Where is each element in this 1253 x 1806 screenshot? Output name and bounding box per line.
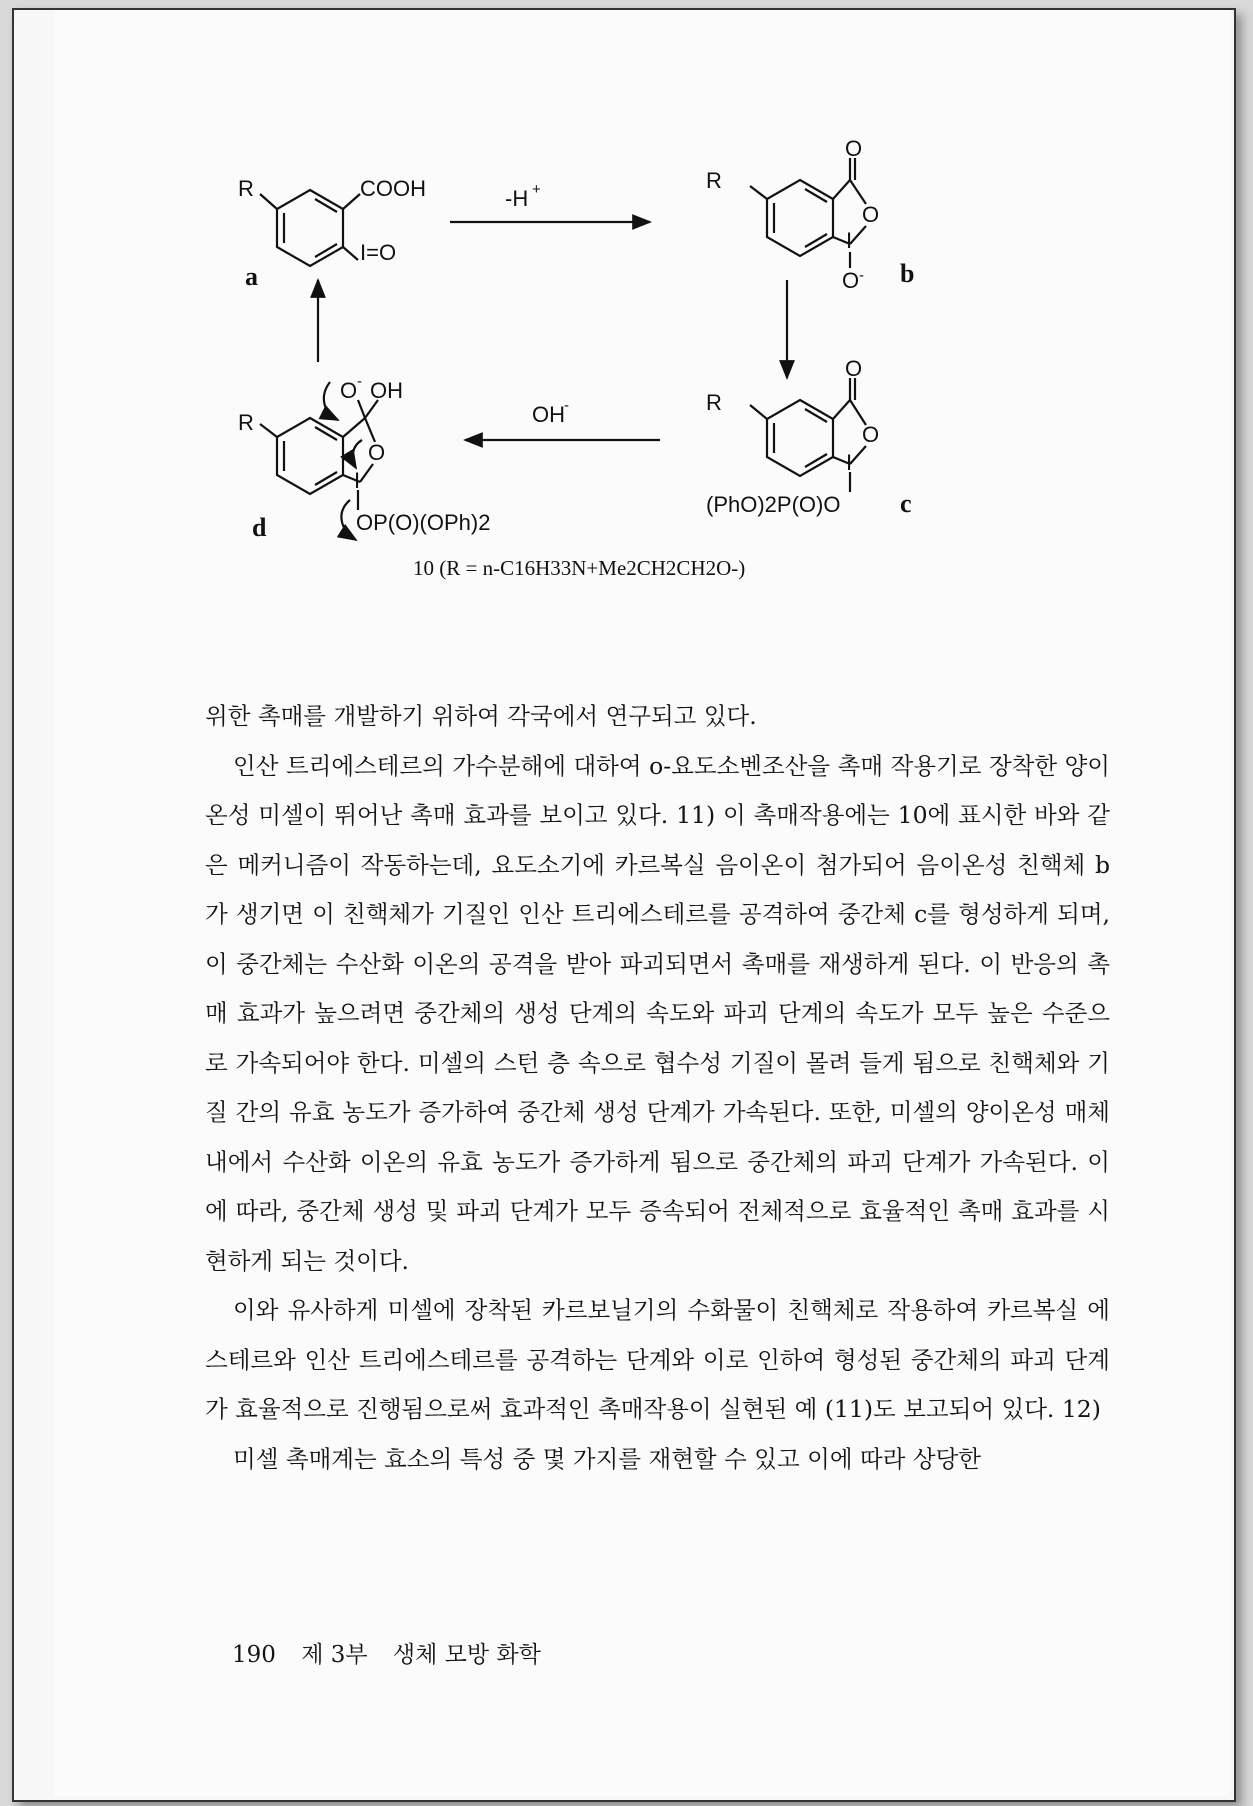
b-ring-o: O	[862, 202, 880, 227]
c-r-group: R	[706, 390, 722, 415]
b-iodine: I	[846, 228, 853, 253]
a-r-group: R	[238, 176, 254, 201]
d-iodine: I	[354, 468, 361, 493]
c-iodine: I	[846, 450, 853, 475]
minus-h-plus-sup: +	[532, 181, 541, 198]
d-r-group: R	[238, 410, 254, 435]
c-carbonyl-o: O	[845, 356, 863, 381]
oh-minus-label: OH	[532, 402, 565, 427]
reaction-scheme	[160, 120, 1140, 690]
c-ring-o: O	[862, 422, 880, 447]
paragraph-4: 미셀 촉매계는 효소의 특성 중 몇 가지를 재현할 수 있고 이에 따라 상당한	[233, 1444, 981, 1473]
b-carbonyl-o: O	[845, 136, 863, 161]
d-ring-o: O	[368, 440, 386, 465]
label-b: b	[900, 259, 915, 288]
paragraph-1: 위한 촉매를 개발하기 위하여 각국에서 연구되고 있다.	[205, 702, 757, 730]
paragraph-2: 인산 트리에스테르의 가수분해에 대하여 o-요도소벤조산을 촉매 작용기로 장착한 양이온성 미셀이 뛰어난 촉매 효과를 보이고 있다. 11) 이 촉매작용에는 10에 표시한 바와 같은 메커니즘이 작동하는데, 요도소기에 카르복실 음이온이 첨가되어 음이온성 친핵체 b가 생기면 이 친핵체가 기질인 인산 트리에스테르를 공격하여 중간체 c를 형성하게 되며, 이 중간체는 수산화 이온의 공격을 받아 파괴되면서 촉매를 재생하게 된다. 이 반응의 촉매 효과가 높으려면 중간체의 생성 단계의 속도와 파괴 단계의 속도가 모두 높은 수준으로 가속되어야 한다. 미셀의 스턴 층 속으로 협수성 기질이 몰려 들게 됨으로 친핵체와 기질 간의 유효 농도가 증가하여 중간체 생성 단계가 가속된다. 또한, 미셀의 양이온성 매체내에서 수산화 이온의 유효 농도가 증가하게 됨으로 중간체의 파괴 단계가 가속된다. 이에 따라, 중간체 생성 및 파괴 단계가 모두 증속되어 전체적으로 효율적인 촉매 효과를 시현하게 되는 것이다.	[205, 751, 1110, 1275]
page-number: 190	[232, 1642, 276, 1668]
reaction-scheme-svg	[160, 120, 1140, 690]
a-iodosyl: I=O	[360, 240, 397, 265]
b-r-group: R	[706, 168, 722, 193]
b-o-minus: O	[842, 268, 860, 293]
minus-h-label: -H	[505, 186, 529, 211]
c-phosphate: (PhO)2P(O)O	[706, 492, 841, 517]
label-a: a	[245, 262, 258, 291]
scheme-caption: 10 (R = n-C16H33N+Me2CH2CH2O-)	[413, 556, 746, 580]
chapter-title: 생체 모방 화학	[392, 1642, 541, 1668]
d-oh: OH	[370, 378, 403, 403]
page-footer	[232, 1636, 559, 1669]
d-o-minus: O	[340, 378, 358, 403]
label-d: d	[252, 513, 267, 542]
b-minus-sup: -	[859, 267, 864, 284]
a-cooh: COOH	[360, 176, 426, 201]
body-text	[205, 692, 1110, 1484]
oh-minus-sup: -	[564, 397, 569, 414]
label-c: c	[900, 489, 912, 518]
d-minus-sup: -	[357, 373, 362, 390]
part-label: 제 3부	[301, 1642, 368, 1668]
d-phosphate: OP(O)(OPh)2	[356, 510, 491, 535]
paragraph-3: 이와 유사하게 미셀에 장착된 카르보닐기의 수화물이 친핵체로 작용하여 카르복실 에스테르와 인산 트리에스테르를 공격하는 단계와 이로 인하여 형성된 중간체의 파괴 단계가 효율적으로 진행됨으로써 효과적인 촉매작용이 실현된 예 (11)도 보고되어 있다. 12)	[205, 1296, 1110, 1423]
structure-a	[260, 190, 360, 266]
